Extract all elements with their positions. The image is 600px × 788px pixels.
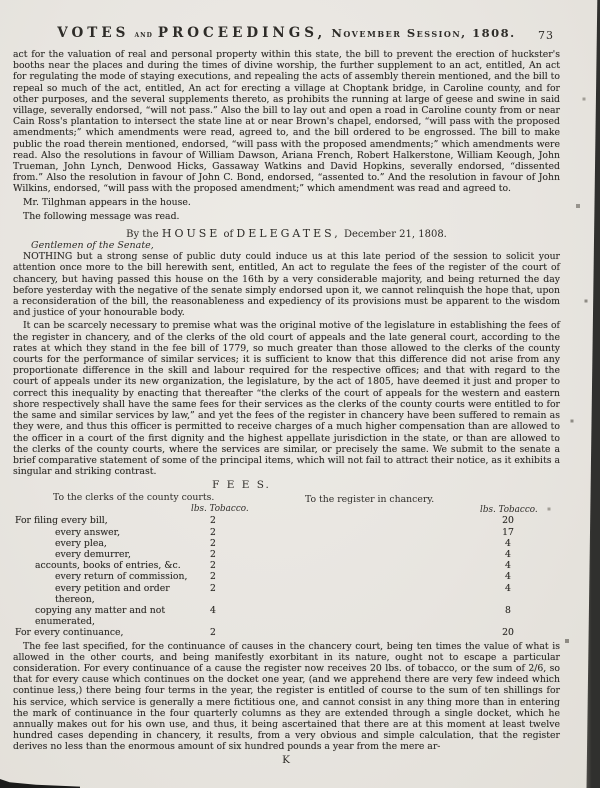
header-title-votes: VOTES — [57, 25, 130, 41]
message-salutation: Gentlemen of the Senate, — [31, 240, 154, 252]
printer-signature-mark: K — [282, 753, 291, 766]
page-number: 73 — [538, 29, 554, 42]
fees-title: F E E S. — [212, 479, 271, 492]
fees-unit-clerks: lbs. Tobacco. — [191, 504, 249, 515]
journal-paragraph-tilghman: Mr. Tilghman appears in the house. — [23, 196, 191, 208]
fee-clerks-value: 2 — [210, 560, 216, 572]
table-row — [13, 549, 560, 560]
fee-clerks-value: 2 — [210, 548, 216, 560]
fee-clerks-value: 2 — [210, 515, 216, 527]
fee-clerks-value: 4 — [210, 604, 216, 616]
byline-delegates: DELEGATES, — [236, 227, 341, 241]
scan-artifact-bottom-wedge — [0, 778, 80, 788]
table-row — [13, 571, 560, 582]
fee-label: every plea, — [55, 537, 107, 549]
fees-unit-row — [13, 504, 560, 515]
fees-heading-register: To the register in chancery. — [305, 494, 435, 506]
fees-unit-register: lbs. Tobacco. — [480, 505, 538, 516]
fee-register-value: 20 — [502, 515, 514, 527]
byline-house: HOUSE — [161, 227, 221, 241]
fee-label: For every continuance, — [15, 627, 124, 639]
fee-label: every answer, — [55, 526, 121, 538]
table-row — [13, 627, 560, 638]
fee-label: every return of commission, — [55, 571, 188, 583]
fee-clerks-value: 2 — [210, 627, 216, 639]
fee-register-value: 4 — [505, 571, 511, 583]
journal-paragraph-continuation: act for the valuation of real and personal property within this state, the bill to prevent the erection of huckster's booths near the places and during the times of divine worship, the further supplement to an act, entitled, An act for regulating the mode of staying executions, and repealing the acts of assembly therein mentioned, and the bill to repeal so much of the act, entitled, An act for erecting a village at Choptank bridge, in Caroline county, and for other purposes, and the several supplements thereto, as prohibits the running at large of geese and swine in said village, severally endorsed, “will not pass.” Also the bill to lay out and open a road in Caroline county from or near Cain Ross's plantation to intersect the state line at or near Brown's chapel, endorsed, “will pass with the proposed amendments;” which amendments were read, agreed to, and the bill ordered to be engrossed. The bill to make public the road therein mentioned, endorsed, “will pass with the proposed amendments;” which amendments were read. Also the resolutions in favour of William Dawson, Ariana French, Robert Halkerstone, William Keough, John Trueman, John Lynch, Denwood Hicks, Gassaway Watkins and David Hopkins, severally endorsed, “dissented from.” Also the resolution in favour of John C. Bond, endorsed, “assented to.” And the resolution in favour of John Wilkins, endorsed, “will pass with the proposed amendment;” which amendment was read and agreed to. — [13, 49, 560, 195]
fee-register-value: 4 — [505, 582, 511, 594]
fees-column-headings — [13, 492, 560, 504]
fee-clerks-value: 2 — [210, 571, 216, 583]
byline-of: of — [223, 229, 234, 241]
fee-label: every demurrer, — [55, 548, 131, 560]
fee-register-value: 20 — [502, 627, 514, 639]
byline-prefix: By the — [126, 229, 159, 241]
fee-clerks-value: 2 — [210, 526, 216, 538]
scan-artifact-specks — [0, 0, 2, 2]
closing-paragraph: The fee last specified, for the continuance of causes in the chancery court, being ten times the value of what is allowed in the other courts, and being manifestly exorbitant in its nature, ought not to escape a particular consideration. For every continuance of a cause the register now receives 20 lbs. of tobacco, or the sum of 2/6, so that for every cause which continues on the docket one year, (and we apprehend there are very few indeed which continue less,) there being four terms in the year, the register is entitled of course to the sum of ten shillings for his service, which service is generally a mere fictitious one, and cannot consist in any thing more than in entering the mark of continuance in the four quarterly columns as they are extended through a single docket, which he annually makes out for his own use, and thus, it being ascertained that there are at this moment at least twelve hundred cases depending in chancery, it results, from a very obvious and simple calculation, that the register derives no less than the enormous amount of six hundred pounds a year from the mere ar- — [13, 640, 560, 753]
header-title-and: and — [134, 30, 153, 40]
fee-register-value: 4 — [505, 560, 511, 572]
fees-heading-clerks: To the clerks of the county courts. — [53, 492, 215, 504]
header-title-proceedings: PROCEEDINGS, — [157, 25, 327, 41]
table-row — [13, 560, 560, 571]
table-row — [13, 583, 560, 605]
header-session: November Session, 1808. — [331, 26, 516, 40]
fee-register-value: 4 — [505, 537, 511, 549]
fee-register-value: 8 — [505, 604, 511, 616]
message-paragraph-nothing: NOTHING but a strong sense of public duty could induce us at this late period of the session to solicit your attention once more to the bill herewith sent, entitled, An act to regulate the fees of the register of the court of chancery, but having passed this house on the 16th by a very considerable majority, and being returned the day before yesterday with the negative of the senate simply endorsed upon it, we cannot relinquish the hope that, upon a reconsideration of the bill, the reasonableness and expediency of its provisions must be apparent to the wisdom and justice of your honourable body. — [13, 251, 560, 319]
fee-clerks-value: 2 — [210, 537, 216, 549]
table-row — [13, 538, 560, 549]
message-paragraph-premise: It can be scarcely necessary to premise what was the original motive of the legislature in establishing the fees of the register in chancery, and of the clerks of the old court of appeals and the late general court, according to the rates at which they stand in the fee bill of 1779, so much greater than those allowed to the clerks of the county courts for the performance of similar services; it is sufficient to know that this difference did not arise from any proportionate difference in the skill and labour required for the respective offices; and that with regard to the court of appeals under its new organization, the legislature, by the act of 1805, have deemed it just and proper to correct this inequality by enacting that thereafter “the clerks of the court of appeals for the western and eastern shore respectively shall have the same fees for their services as the clerks of the county courts were entitled to for the same and similar services by law,” and yet the fees of the register in chancery have been suffered to remain as they were, and thus this officer is permitted to receive charges of a much higher compensation than are allowed to the officer in a court of the first dignity and the highest appellate jurisdiction in the state, or than are allowed to the clerks of the county courts, where the services are similar, or precisely the same. We submit to the senate a brief comparative statement of some of the principal items, which will not fail to attract their notice, as it exhibits a singular and striking contrast. — [13, 320, 560, 478]
fee-label: every petition and order thereon, — [55, 582, 170, 605]
fee-clerks-value: 2 — [210, 582, 216, 594]
fee-label: copying any matter and not enumerated, — [35, 604, 166, 628]
table-row — [13, 527, 560, 538]
table-row — [13, 515, 560, 526]
journal-paragraph-message-read: The following message was read. — [23, 210, 180, 222]
fee-label: For filing every bill, — [15, 515, 108, 527]
fee-label: accounts, books of entries, &c. — [35, 560, 181, 572]
message-byline — [13, 227, 560, 240]
fee-register-value: 4 — [505, 548, 511, 560]
fee-register-value: 17 — [502, 526, 514, 538]
running-header — [13, 22, 560, 40]
table-row — [13, 605, 560, 627]
fees-table — [13, 479, 560, 638]
byline-date: December 21, 1808. — [343, 229, 447, 241]
